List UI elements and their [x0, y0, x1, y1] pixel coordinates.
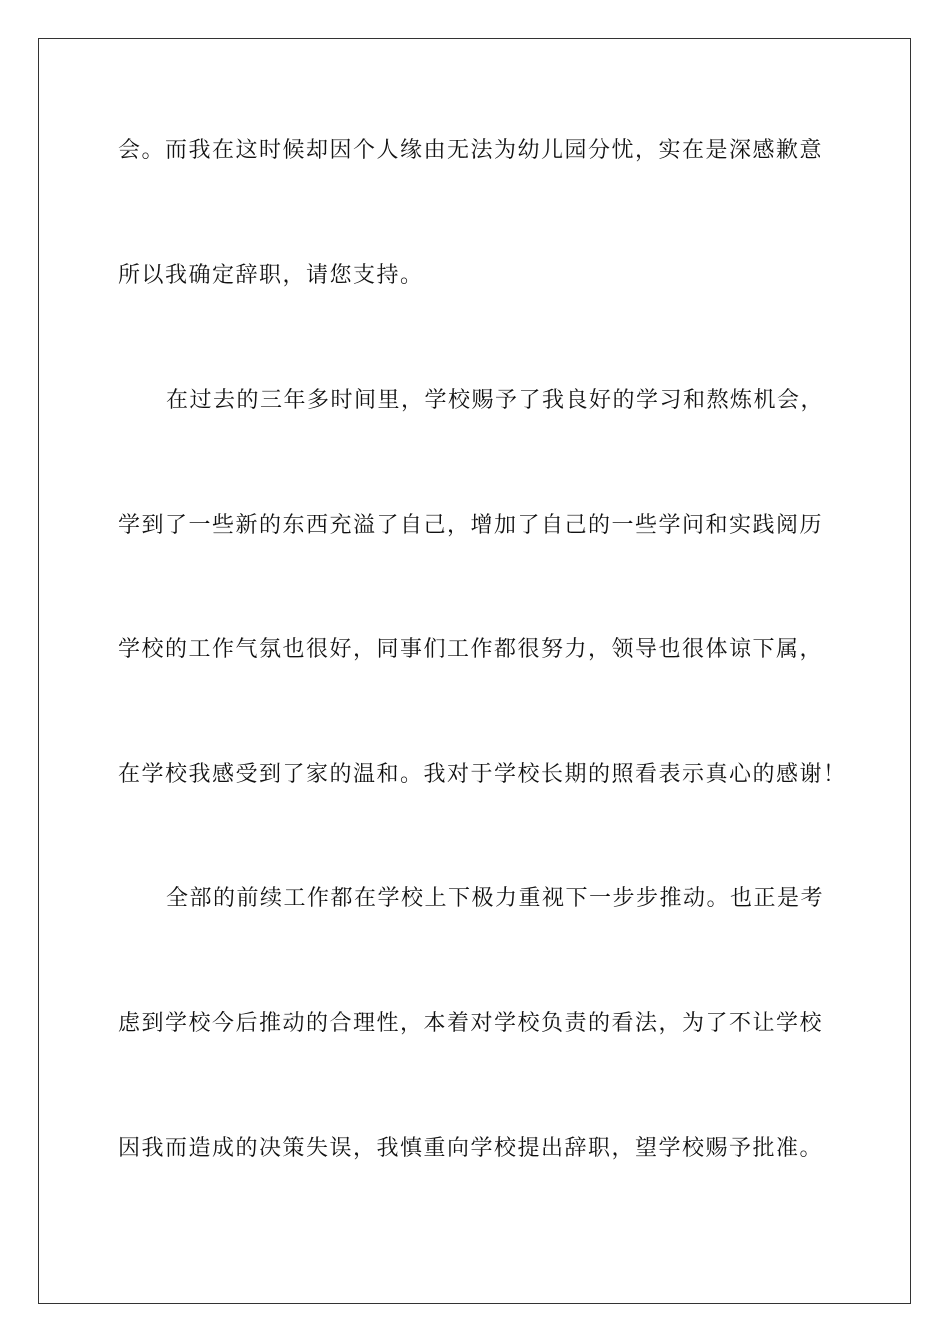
- text-line: 所以我确定辞职，请您支持。: [118, 263, 424, 288]
- page-border: [38, 38, 911, 1304]
- text-line: 虑到学校今后推动的合理性，本着对学校负责的看法，为了不让学校: [118, 1011, 824, 1036]
- text-line: 因我而造成的决策失误，我慎重向学校提出辞职，望学校赐予批准。: [118, 1136, 824, 1161]
- text-line: 在学校我感受到了家的温和。我对于学校长期的照看表示真心的感谢！: [118, 762, 847, 787]
- paragraph-start-line: 在过去的三年多时间里，学校赐予了我良好的学习和熬炼机会，: [166, 388, 825, 413]
- text-line: 会。而我在这时候却因个人缘由无法为幼儿园分忧，实在是深感歉意: [118, 138, 824, 163]
- paragraph-start-line: 全部的前续工作都在学校上下极力重视下一步步推动。也正是考: [166, 886, 825, 911]
- text-line: 学校的工作气氛也很好，同事们工作都很努力，领导也很体谅下属，: [118, 637, 824, 662]
- text-line: 学到了一些新的东西充溢了自己，增加了自己的一些学问和实践阅历: [118, 513, 824, 538]
